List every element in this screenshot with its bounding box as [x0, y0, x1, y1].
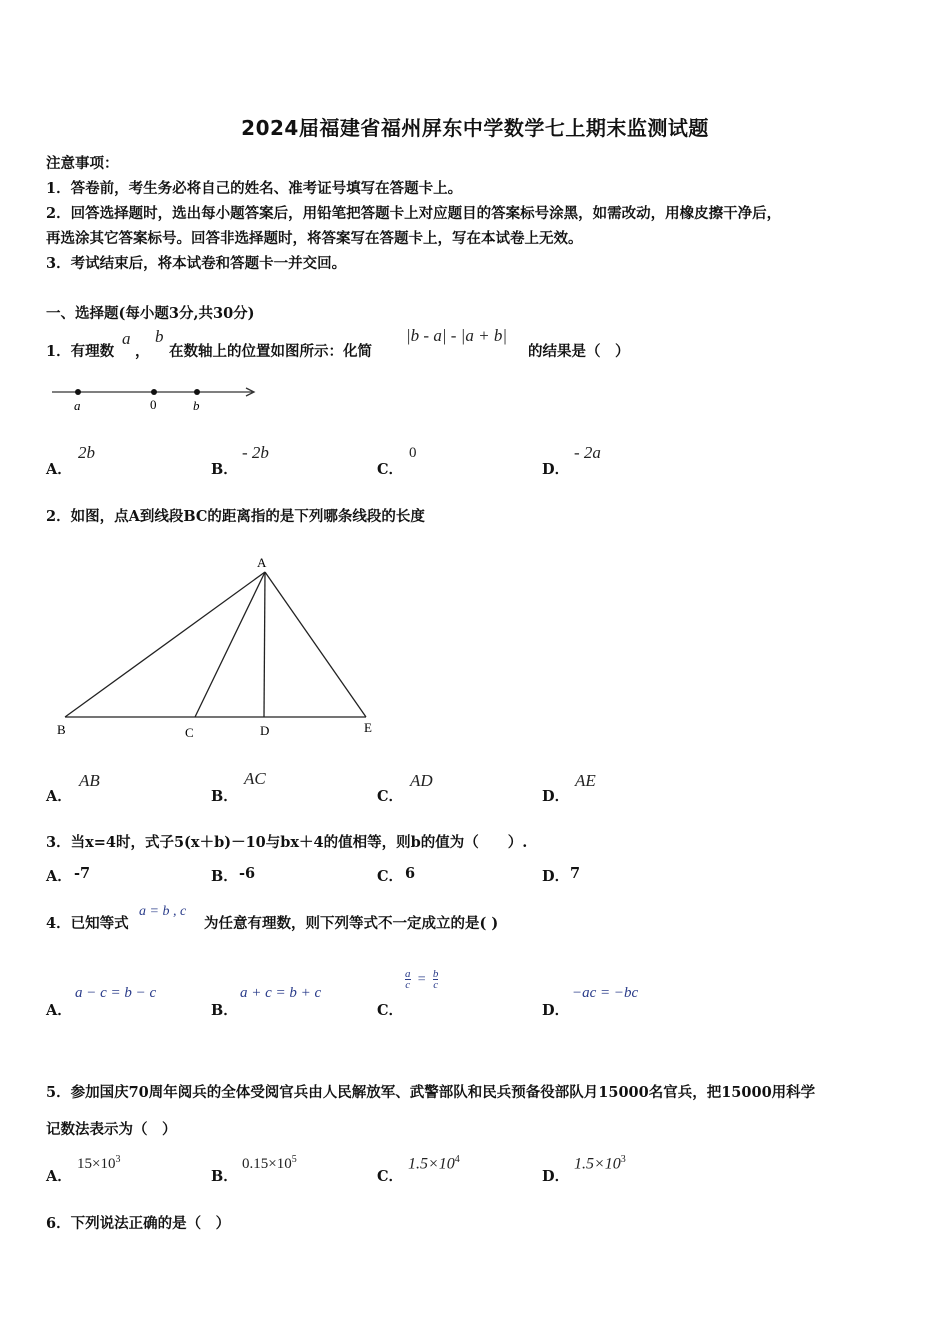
q1-var-a: a — [122, 329, 131, 348]
q5-option-b-value: $0.15\times 10^5$ — [242, 1154, 297, 1172]
q3-option-b-value: -6 — [239, 865, 256, 882]
q4-option-a-value: a − c = b − c — [75, 985, 157, 1001]
q1-comma: ， — [135, 343, 150, 360]
notice-heading: 注意事项： — [46, 155, 119, 172]
q1-option-a-label: A． — [46, 461, 72, 478]
q3-option-d-label: D． — [542, 868, 570, 885]
q4-option-c-value: $\frac{a}{c}$ = $\frac{b}{c}$ — [405, 967, 439, 991]
q2-option-b-label: B． — [211, 788, 238, 805]
q2-text: 2．如图，点A到线段BC的距离指的是下列哪条线段的长度 — [46, 508, 425, 525]
q3-option-c-value: 6 — [405, 865, 416, 882]
segment-ad — [264, 572, 265, 717]
q5-option-d-value: $1.5\times 10^3$ — [574, 1154, 626, 1173]
q4-option-c-label: C． — [377, 1002, 404, 1019]
q3-text: 3．当x=4时，式子5(x＋b)－10与bx＋4的值相等，则b的值为（ ）. — [46, 834, 528, 851]
q1-expression: |b - a| - |a + b| — [406, 326, 507, 345]
q1-option-c-label: C． — [377, 461, 404, 478]
vertex-b: B — [57, 722, 66, 737]
q2-option-d-label: D． — [542, 788, 570, 805]
q5-option-d-label: D． — [542, 1168, 570, 1185]
segment-ab — [65, 572, 265, 717]
q5-option-c-value: $1.5\times 10^4$ — [408, 1154, 460, 1173]
q2-option-a-label: A． — [46, 788, 72, 805]
triangle-figure — [50, 550, 390, 745]
point-zero — [151, 389, 157, 395]
q4-option-d-label: D． — [542, 1002, 570, 1019]
q4-prefix: 4．已知等式 — [46, 915, 129, 932]
vertex-d: D — [260, 723, 270, 738]
segment-ae — [265, 572, 366, 717]
fraction-a-over-c: $\frac{a}{c}$ — [405, 967, 411, 991]
q4-option-b-label: B． — [211, 1002, 238, 1019]
fraction-b-over-c: $\frac{b}{c}$ — [432, 967, 439, 991]
point-b — [194, 389, 200, 395]
q5-option-a-value: $15\times 10^3$ — [77, 1154, 121, 1172]
q4-suffix: 为任意有理数，则下列等式不一定成立的是( ) — [204, 915, 499, 932]
q2-option-c-label: C． — [377, 788, 404, 805]
notice-item: 1．答卷前，考生务必将自己的姓名、准考证号填写在答题卡上。 — [46, 180, 463, 197]
q6-text: 6．下列说法正确的是（ ） — [46, 1215, 231, 1232]
q3-option-c-label: C． — [377, 868, 404, 885]
q1-option-d-value: - 2a — [574, 443, 601, 462]
label-zero: 0 — [150, 397, 157, 412]
q5-option-c-label: C． — [377, 1168, 404, 1185]
q3-option-a-label: A． — [46, 868, 72, 885]
q2-option-b-value: AC — [244, 769, 266, 788]
q4-option-d-value: −ac = −bc — [572, 985, 639, 1001]
vertex-e: E — [364, 720, 372, 735]
q5-option-b-label: B． — [211, 1168, 238, 1185]
q3-option-b-label: B． — [211, 868, 238, 885]
label-b: b — [193, 398, 200, 413]
notice-item: 再选涂其它答案标号。回答非选择题时，将答案写在答题卡上，写在本试卷上无效。 — [46, 230, 583, 247]
q1-option-d-label: D． — [542, 461, 570, 478]
q4-option-b-value: a + c = b + c — [240, 985, 322, 1001]
q1-option-b-value: - 2b — [242, 443, 269, 462]
q5-option-a-label: A． — [46, 1168, 72, 1185]
q1-option-c-value: 0 — [409, 445, 417, 461]
q1-option-b-label: B． — [211, 461, 238, 478]
vertex-a: A — [257, 555, 267, 570]
q1-var-b: b — [155, 327, 164, 346]
notice-item: 2．回答选择题时，选出每小题答案后，用铅笔把答题卡上对应题目的答案标号涂黑，如需改动，用橡皮擦干净后， — [46, 205, 782, 222]
q2-option-a-value: AB — [79, 771, 100, 790]
q1-option-a-value: 2b — [78, 443, 95, 462]
q3-option-a-value: -7 — [74, 865, 91, 882]
label-a: a — [74, 398, 81, 413]
q1-prefix: 1．有理数 — [46, 343, 115, 360]
q1-suffix: 的结果是（ ） — [528, 343, 630, 360]
notice-item: 3．考试结束后，将本试卷和答题卡一并交回。 — [46, 255, 347, 272]
q5-line2: 记数法表示为（ ） — [46, 1121, 177, 1138]
q1-mid: 在数轴上的位置如图所示：化简 — [169, 343, 372, 360]
section-heading: 一、选择题(每小题3分,共30分) — [46, 305, 255, 322]
q5-line1: 5．参加国庆70周年阅兵的全体受阅官兵由人民解放军、武警部队和民兵预备役部队月15000名官兵，把15000用科学 — [46, 1084, 816, 1101]
q3-option-d-value: 7 — [570, 865, 581, 882]
q2-option-c-value: AD — [410, 771, 433, 790]
segment-ac — [195, 572, 265, 717]
q2-option-d-value: AE — [575, 771, 596, 790]
number-line-figure — [48, 380, 268, 416]
point-a — [75, 389, 81, 395]
page-title: 2024届福建省福州屏东中学数学七上期末监测试题 — [241, 116, 709, 140]
vertex-c: C — [185, 725, 194, 740]
q4-option-a-label: A． — [46, 1002, 72, 1019]
q4-condition: a = b , c — [139, 904, 187, 919]
